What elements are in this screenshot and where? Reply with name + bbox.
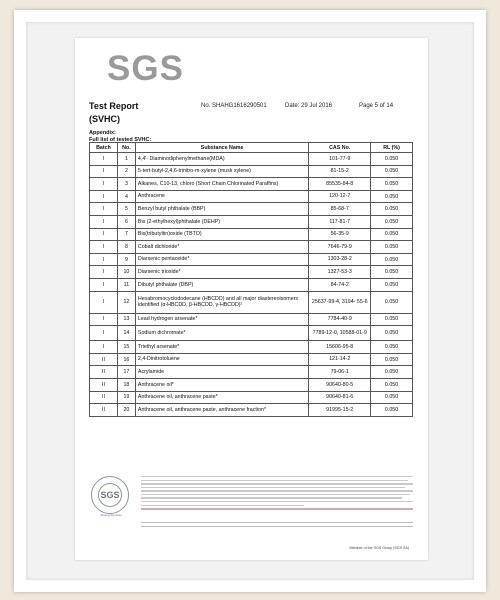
substance-name-cell: Dibutyl phthalate (DBP) [135,278,308,291]
substance-name-cell: Hexabromocyclododecane (HBCDD) and all major diastereoisomers identified (α-HBCDD, β-HBCDD, γ-HBCDD)¹ [135,291,308,313]
substance-name-cell: 2,4-Dinitrotoluene [135,353,308,366]
batch-cell: I [90,313,118,326]
table-row [90,241,413,254]
table-row [90,291,413,313]
table-row [90,391,413,404]
batch-cell: I [90,341,118,354]
rl-cell: 0.050 [371,313,413,326]
rl-cell: 0.050 [371,215,413,228]
number-cell: 18 [117,378,135,391]
table-row [90,228,413,241]
cas-number-cell: 101-77-9 [309,153,371,166]
cas-number-cell: 79-06-1 [309,366,371,379]
substance-name-cell: Diarsenic trioxide* [135,266,308,279]
batch-cell: I [90,291,118,313]
batch-cell: I [90,253,118,266]
rl-cell: 0.050 [371,190,413,203]
cas-number-cell: 56-35-9 [309,228,371,241]
batch-cell: II [90,404,118,417]
terms-fine-print [141,476,413,512]
number-cell: 10 [117,266,135,279]
col-header-rl: RL (%) [371,143,413,153]
table-row [90,190,413,203]
substance-name-cell: Anthracene oil* [135,378,308,391]
rl-cell: 0.050 [371,366,413,379]
number-cell: 15 [117,341,135,354]
batch-cell: II [90,353,118,366]
rl-cell: 0.050 [371,326,413,341]
rl-cell: 0.050 [371,228,413,241]
seal-caption: Testing Services [100,513,122,517]
svhc-table [89,142,413,417]
substance-name-cell: 5-tert-butyl-2,4,6-trinitro-m-xylene (musk xylene) [135,165,308,178]
table-row [90,165,413,178]
cas-number-cell: 85535-84-8 [309,178,371,191]
number-cell: 5 [117,203,135,216]
seal-text: SGS [100,490,120,500]
table-row [90,153,413,166]
number-cell: 9 [117,253,135,266]
cas-number-cell: 85-68-7 [309,203,371,216]
col-header-no: No. [117,143,135,153]
table-row [90,266,413,279]
cas-number-cell: 81-15-2 [309,165,371,178]
rl-cell: 0.050 [371,391,413,404]
table-row [90,353,413,366]
substance-name-cell: Anthracene oil, anthracene paste, anthracene fraction* [135,404,308,417]
table-header-row [90,143,413,153]
substance-name-cell: Acrylamide [135,366,308,379]
batch-cell: I [90,278,118,291]
batch-cell: I [90,153,118,166]
cas-number-cell: 90640-80-5 [309,378,371,391]
cas-number-cell: 7789-12-0, 10588-01-9 [309,326,371,341]
number-cell: 3 [117,178,135,191]
batch-cell: I [90,215,118,228]
number-cell: 1 [117,153,135,166]
cas-number-cell: 90640-81-6 [309,391,371,404]
batch-cell: I [90,178,118,191]
table-row [90,313,413,326]
cas-number-cell: 84-74-2 [309,278,371,291]
report-footer [89,470,413,550]
batch-cell: II [90,378,118,391]
sgs-logo: SGS [107,49,184,88]
col-header-substance: Substance Name [135,143,308,153]
number-cell: 20 [117,404,135,417]
number-cell: 19 [117,391,135,404]
number-cell: 7 [117,228,135,241]
batch-cell: II [90,366,118,379]
number-cell: 4 [117,190,135,203]
table-row [90,326,413,341]
rl-cell: 0.050 [371,291,413,313]
substance-name-cell: Alkanes, C10-13, chloro (Short Chain Chlorinated Paraffins) [135,178,308,191]
batch-cell: I [90,266,118,279]
cas-number-cell: 1303-28-2 [309,253,371,266]
rl-cell: 0.050 [371,378,413,391]
table-row [90,278,413,291]
batch-cell: I [90,190,118,203]
substance-name-cell: 4,4'- Diaminodiphenylmethane(MDA) [135,153,308,166]
rl-cell: 0.050 [371,353,413,366]
rl-cell: 0.050 [371,253,413,266]
substance-name-cell: Sodium dichromate* [135,326,308,341]
number-cell: 13 [117,313,135,326]
rl-cell: 0.050 [371,165,413,178]
table-row [90,215,413,228]
table-row [90,341,413,354]
substance-name-cell: Bis (2-ethylhexyl)phthalate (DEHP) [135,215,308,228]
cas-number-cell: 25637-99-4, 3194- 55-6 [309,291,371,313]
substance-name-cell: Anthracene [135,190,308,203]
cas-number-cell: 15606-95-8 [309,341,371,354]
cas-number-cell: 91995-15-2 [309,404,371,417]
table-row [90,366,413,379]
number-cell: 14 [117,326,135,341]
substance-name-cell: Lead hydrogen arsenate* [135,313,308,326]
report-subtitle: (SVHC) [89,114,120,124]
substance-name-cell: Benzyl butyl phthalate (BBP) [135,203,308,216]
page-number: Page 5 of 14 [359,103,394,109]
substance-name-cell: Anthracene oil, anthracene paste* [135,391,308,404]
rl-cell: 0.050 [371,153,413,166]
number-cell: 11 [117,278,135,291]
cas-number-cell: 7784-40-9 [309,313,371,326]
substance-name-cell: Triethyl arsenate* [135,341,308,354]
member-of-sgs-group: Member of the SGS Group (SGS SA) [349,546,409,550]
rl-cell: 0.050 [371,241,413,254]
rl-cell: 0.050 [371,178,413,191]
contact-info-lines [141,522,413,529]
col-header-cas: CAS No. [309,143,371,153]
substance-name-cell: Bis(tributyltin)oxide (TBTO) [135,228,308,241]
col-header-batch: Batch [90,143,118,153]
table-row [90,378,413,391]
batch-cell: I [90,203,118,216]
svhc-list-title: Full list of tested SVHC: [89,136,152,143]
cas-number-cell: 7646-79-9 [309,241,371,254]
batch-cell: II [90,391,118,404]
table-row [90,203,413,216]
number-cell: 8 [117,241,135,254]
report-header [89,102,420,112]
table-row [90,178,413,191]
batch-cell: I [90,241,118,254]
seal-inner-ring [98,483,122,507]
sgs-seal-stamp [91,476,129,514]
document-page [75,38,428,560]
batch-cell: I [90,228,118,241]
rl-cell: 0.050 [371,404,413,417]
cas-number-cell: 1327-53-3 [309,266,371,279]
number-cell: 17 [117,366,135,379]
rl-cell: 0.050 [371,203,413,216]
substance-name-cell: Diarsenic pentaoxide* [135,253,308,266]
report-date: Date: 29 Jul 2016 [285,103,333,109]
substance-name-cell: Cobalt dichloride* [135,241,308,254]
number-cell: 6 [117,215,135,228]
table-row [90,253,413,266]
cas-number-cell: 117-81-7 [309,215,371,228]
table-row [90,404,413,417]
cas-number-cell: 120-12-7 [309,190,371,203]
rl-cell: 0.050 [371,341,413,354]
number-cell: 12 [117,291,135,313]
batch-cell: I [90,326,118,341]
rl-cell: 0.050 [371,278,413,291]
cas-number-cell: 121-14-2 [309,353,371,366]
number-cell: 16 [117,353,135,366]
appendix-label: Appendix: [89,130,116,136]
report-number: No. SHAHG1616290501 [201,103,267,109]
number-cell: 2 [117,165,135,178]
rl-cell: 0.050 [371,266,413,279]
batch-cell: I [90,165,118,178]
report-title: Test Report [89,101,139,111]
